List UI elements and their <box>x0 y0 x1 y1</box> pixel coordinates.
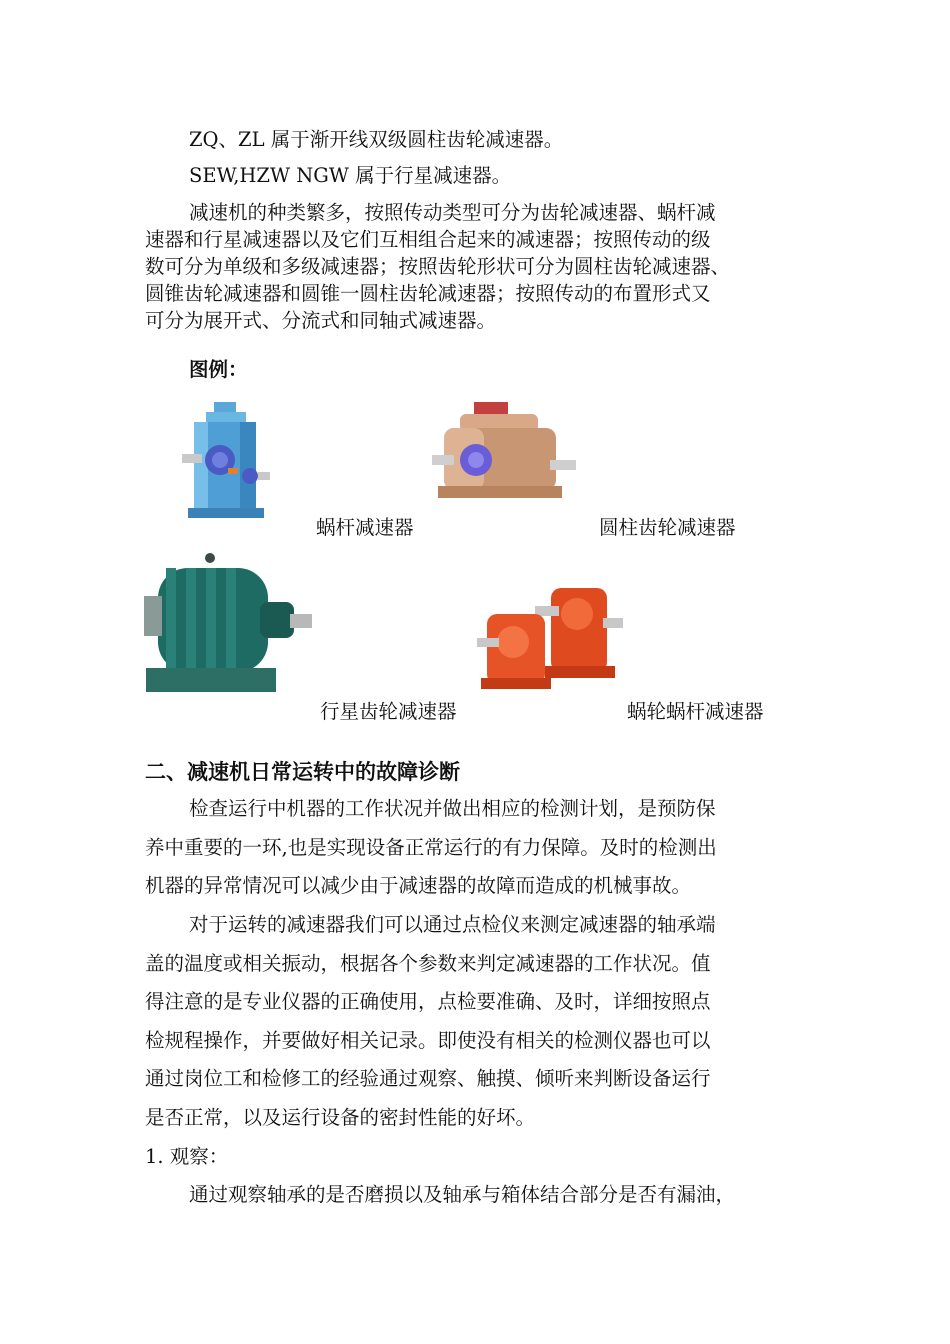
paragraph-line: 通过岗位工和检修工的经验通过观察、触摸、倾听来判断设备运行 <box>145 1067 711 1090</box>
worm-reducer-image <box>180 398 275 523</box>
section-title: 二、减速机日常运转中的故障诊断 <box>145 760 460 784</box>
paragraph-line: 减速机的种类繁多，按照传动类型可分为齿轮减速器、蜗杆减 <box>189 201 716 224</box>
paragraph-line: 得注意的是专业仪器的正确使用，点检要准确、及时，详细按照点 <box>145 990 711 1013</box>
cylindrical-gear-reducer-image <box>430 400 580 502</box>
paragraph-line: 圆锥齿轮减速器和圆锥一圆柱齿轮减速器；按照传动的布置形式又 <box>145 282 711 305</box>
intro-line-sew: SEW,HZW NGW 属于行星减速器。 <box>189 164 512 187</box>
paragraph-line: 对于运转的减速器我们可以通过点检仪来测定减速器的轴承端 <box>189 913 716 936</box>
paragraph-line: 盖的温度或相关振动，根据各个参数来判定减速器的工作状况。值 <box>145 952 711 975</box>
worm-gear-reducer-image <box>475 578 627 693</box>
paragraph-line: 检查运行中机器的工作状况并做出相应的检测计划，是预防保 <box>189 797 716 820</box>
legend-label: 图例： <box>189 358 248 381</box>
caption-worm-gear-reducer: 蜗轮蜗杆减速器 <box>627 700 764 723</box>
planetary-gear-reducer-image <box>140 552 315 697</box>
paragraph-line: 机器的异常情况可以减少由于减速器的故障而造成的机械事故。 <box>145 874 692 897</box>
caption-cylindrical-reducer: 圆柱齿轮减速器 <box>599 516 736 539</box>
paragraph-line: 通过观察轴承的是否磨损以及轴承与箱体结合部分是否有漏油， <box>189 1183 736 1206</box>
caption-planetary-reducer: 行星齿轮减速器 <box>320 700 457 723</box>
paragraph-line: 可分为展开式、分流式和同轴式减速器。 <box>145 309 497 332</box>
paragraph-line: 检规程操作，并要做好相关记录。即使没有相关的检测仪器也可以 <box>145 1029 711 1052</box>
paragraph-line: 数可分为单级和多级减速器；按照齿轮形状可分为圆柱齿轮减速器、 <box>145 255 731 278</box>
paragraph-line: 是否正常，以及运行设备的密封性能的好坏。 <box>145 1106 536 1129</box>
intro-line-zq: ZQ、ZL 属于渐开线双级圆柱齿轮减速器。 <box>189 128 564 151</box>
list-item-observe: 1. 观察： <box>145 1145 229 1168</box>
paragraph-line: 养中重要的一环,也是实现设备正常运行的有力保障。及时的检测出 <box>145 836 717 859</box>
caption-worm-reducer: 蜗杆减速器 <box>316 516 414 539</box>
paragraph-line: 速器和行星减速器以及它们互相组合起来的减速器；按照传动的级 <box>145 228 711 251</box>
